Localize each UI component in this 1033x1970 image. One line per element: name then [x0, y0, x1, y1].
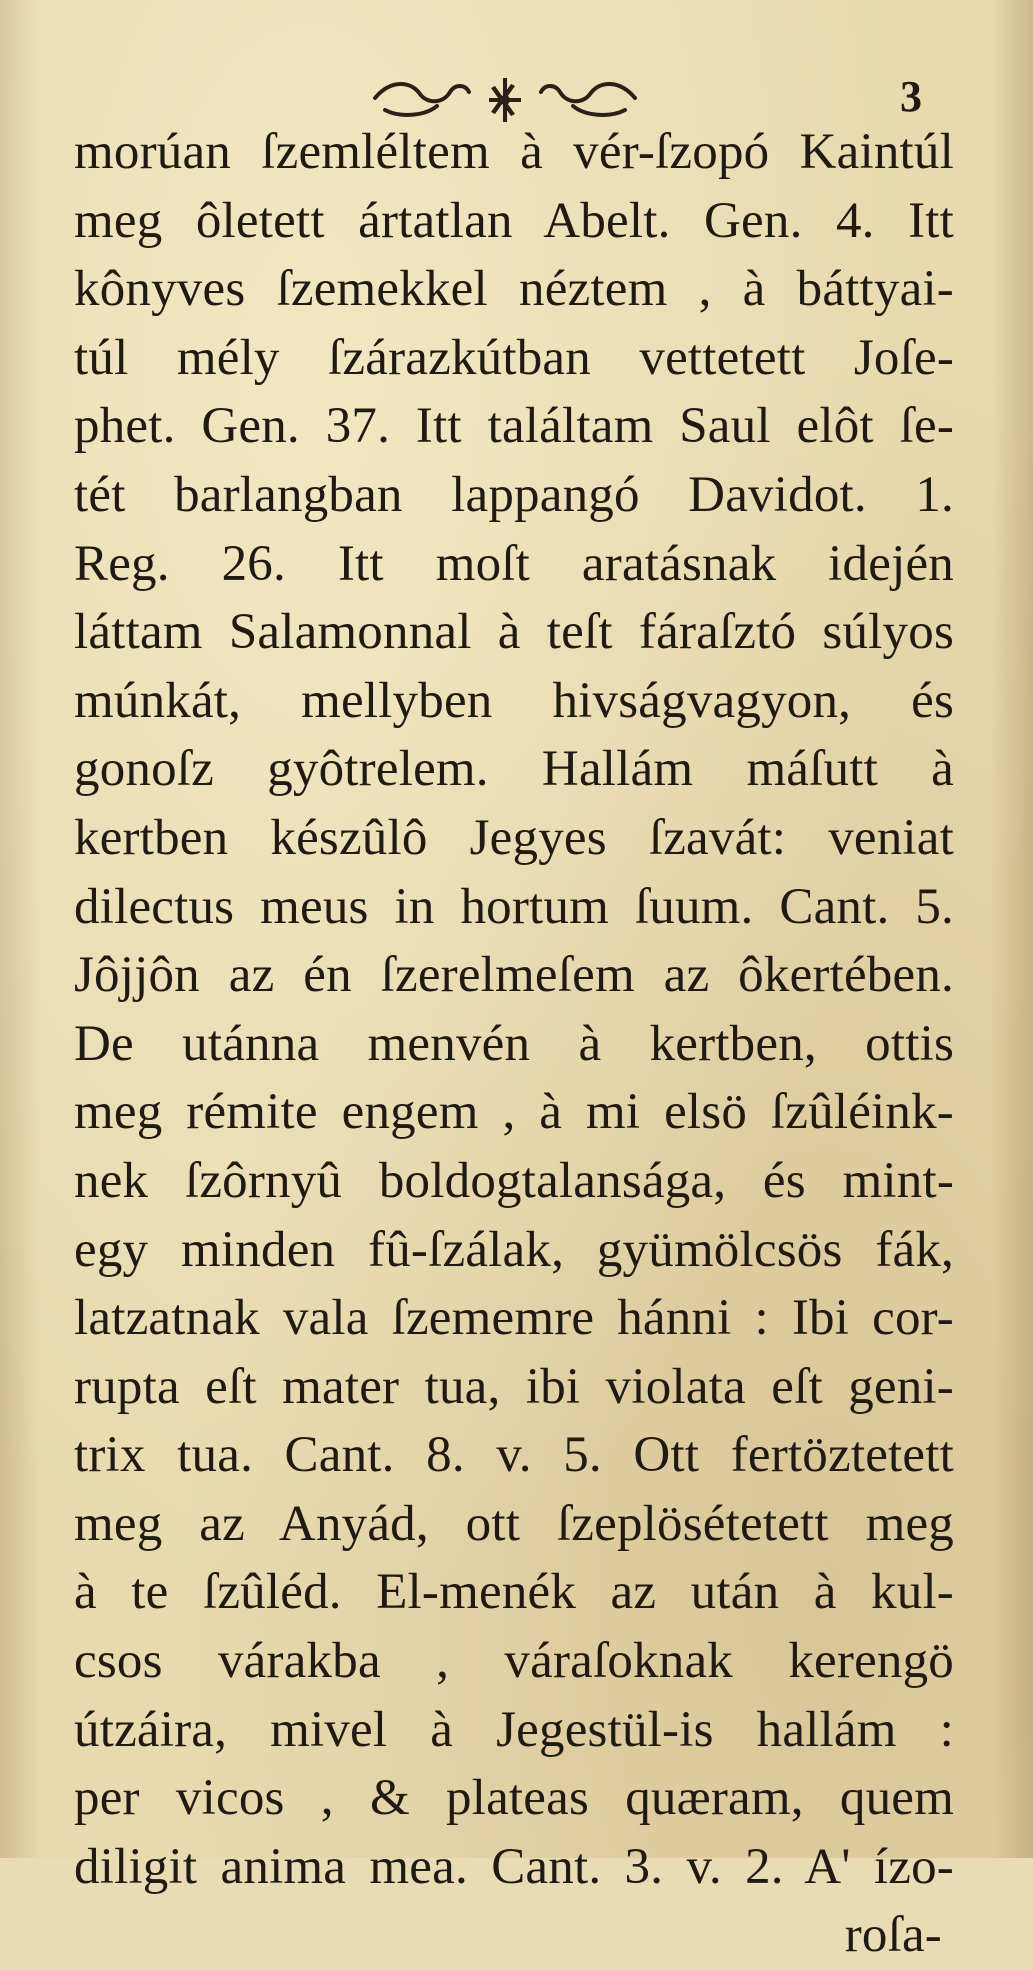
page-number: 3 [900, 72, 922, 121]
text-line: phet. Gen. 37. Itt találtam Saul elôt ſe- [74, 398, 954, 455]
text-line: kertben készûlô Jegyes ſzavát: veniat [74, 809, 954, 866]
text-line: diligit anima mea. Cant. 3. v. 2. A' ízo- [74, 1838, 954, 1895]
text-line: à te ſzûléd. El-menék az után à kul- [74, 1564, 954, 1621]
text-line: túl mély ſzárazkútban vettetett Joſe- [74, 329, 954, 386]
text-line: latzatnak vala ſzememre hánni : Ibi cor- [74, 1290, 954, 1347]
body-text [74, 118, 954, 1970]
text-line: tét barlangban lappangó Davidot. 1. [74, 466, 954, 523]
text-line: kônyves ſzemekkel néztem , à báttyai- [74, 261, 954, 318]
text-line: rupta eſt mater tua, ibi violata eſt geni- [74, 1358, 954, 1415]
text-line: Jôjjôn az én ſzerelmeſem az ôkertében. [74, 947, 954, 1004]
text-line: meg az Anyád, ott ſzeplösétetett meg [74, 1495, 954, 1552]
text-line: láttam Salamonnal à teſt fáraſztó súlyos [74, 604, 954, 661]
text-line: meg ôletett ártatlan Abelt. Gen. 4. Itt [74, 192, 954, 249]
text-line: dilectus meus in hortum ſuum. Cant. 5. [74, 878, 954, 935]
text-line: meg rémite engem , à mi elsö ſzûléink- [74, 1084, 954, 1141]
text-line: per vicos , & plateas quæram, quem [74, 1770, 954, 1827]
text-line: trix tua. Cant. 8. v. 5. Ott fertöztetett [74, 1427, 954, 1484]
text-line: múnkát, mellyben hivságvagyon, és [74, 672, 954, 729]
text-line: útzáira, mivel à Jegestül-is hallám : [74, 1701, 954, 1758]
text-line: morúan ſzemléltem à vér-ſzopó Kaintúl [74, 124, 954, 180]
text-line: csos várakba , váraſoknak kerengö [74, 1633, 954, 1690]
text-line: egy minden fû-ſzálak, gyümölcsös fák, [74, 1221, 954, 1278]
text-line: De utánna menvén à kertben, ottis [74, 1015, 954, 1072]
text-line: gonoſz gyôtrelem. Hallám máſutt à [74, 741, 954, 798]
text-line: Reg. 26. Itt moſt aratásnak idején [74, 535, 954, 592]
catchword: roſa- [844, 1907, 942, 1964]
text-line: nek ſzôrnyû boldogtalansága, és mint- [74, 1152, 954, 1209]
